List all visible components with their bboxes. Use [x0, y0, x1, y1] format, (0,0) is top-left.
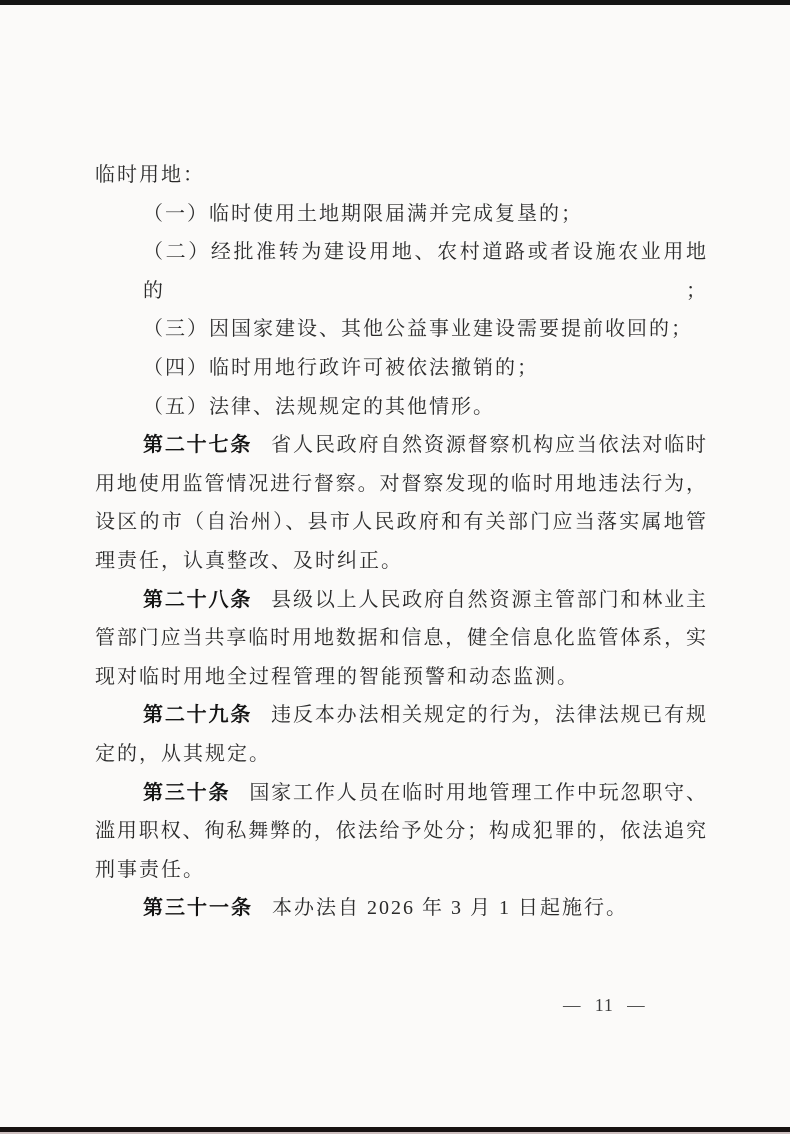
article-30-line-2: 滥用职权、徇私舞弊的，依法给予处分；构成犯罪的，依法追究: [95, 820, 707, 843]
list-item-5: （五）法律、法规规定的其他情形。: [143, 395, 495, 418]
list-item-2: （二）经批准转为建设用地、农村道路或者设施农业用地的；: [143, 241, 707, 302]
article-31-heading: 第三十一条: [143, 897, 253, 920]
article-27-heading: 第二十七条: [143, 434, 253, 457]
article-27-line-3: 设区的市（自治州）、县市人民政府和有关部门应当落实属地管: [95, 511, 707, 534]
article-29-text: 违反本办法相关规定的行为，法律法规已有规: [271, 704, 708, 727]
list-item-4: （四）临时用地行政许可被依法撤销的；: [143, 356, 539, 379]
article-27-text: 省人民政府自然资源督察机构应当依法对临时: [271, 434, 708, 457]
list-item-3: （三）因国家建设、其他公益事业建设需要提前收回的；: [143, 318, 693, 341]
scan-edge-top: [0, 0, 790, 5]
article-29-heading: 第二十九条: [143, 704, 253, 727]
article-27-line-4: 理责任，认真整改、及时纠正。: [95, 549, 403, 572]
article-29-line-2: 定的，从其规定。: [95, 742, 271, 765]
article-30-heading: 第三十条: [143, 781, 231, 804]
document-body: [95, 156, 707, 928]
list-item-1: （一）临时使用土地期限届满并完成复垦的；: [143, 202, 583, 225]
article-30-text: 国家工作人员在临时用地管理工作中玩忽职守、: [249, 781, 708, 804]
article-31-text: 本办法自 2026 年 3 月 1 日起施行。: [272, 897, 628, 920]
article-28-line-2: 管部门应当共享临时用地数据和信息，健全信息化监管体系，实: [95, 627, 707, 650]
article-31-line-1: [95, 889, 707, 928]
article-29-line-1: [95, 696, 707, 735]
article-28-line-1: [95, 581, 707, 620]
article-30-line-3: 刑事责任。: [95, 858, 205, 881]
article-28-heading: 第二十八条: [143, 588, 253, 611]
text-line-continuation: 临时用地：: [95, 164, 205, 186]
article-27-line-1: [95, 426, 707, 465]
article-28-text: 县级以上人民政府自然资源主管部门和林业主: [271, 588, 708, 611]
page-number: — 11 —: [563, 995, 646, 1015]
article-30-line-1: [95, 774, 707, 813]
article-27-line-2: 用地使用监管情况进行督察。对督察发现的临时用地违法行为，: [95, 472, 707, 495]
article-28-line-3: 现对临时用地全过程管理的智能预警和动态监测。: [95, 665, 579, 688]
